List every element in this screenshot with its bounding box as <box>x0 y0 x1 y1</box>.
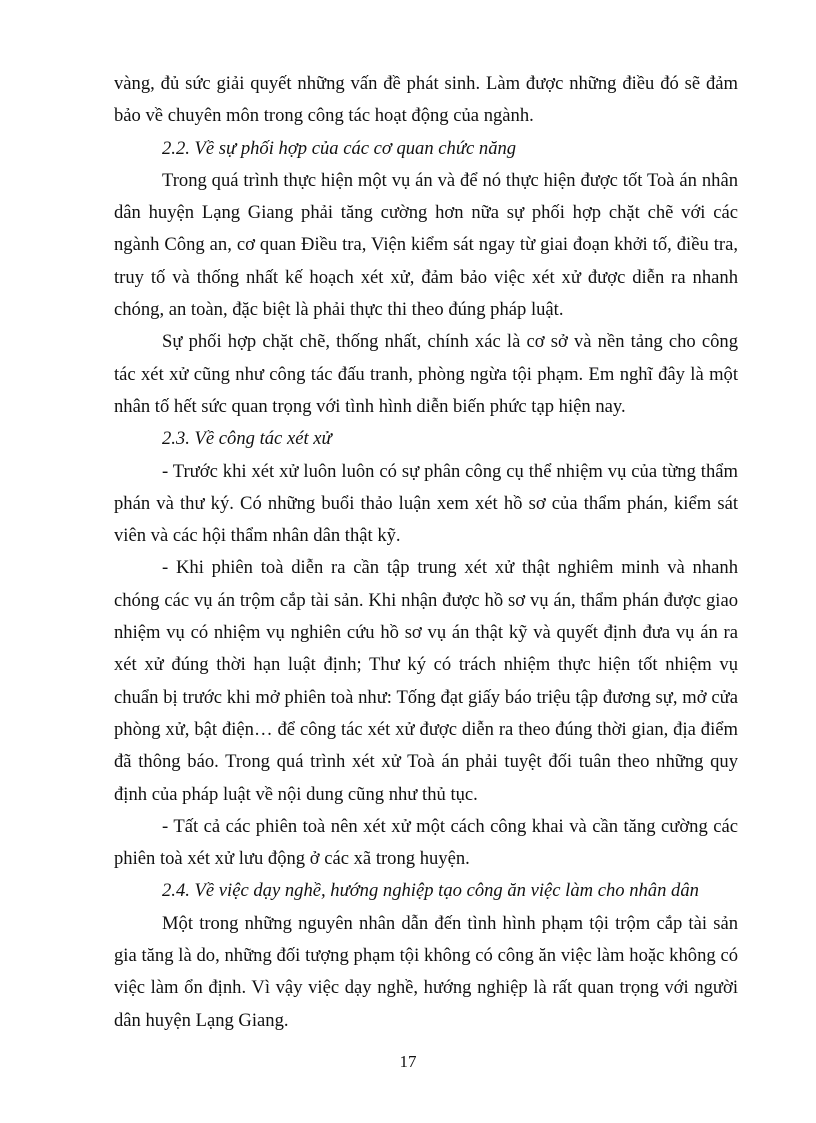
paragraph-vocational-training: Một trong những nguyên nhân dẫn đến tình hình phạm tội trộm cắp tài sản gia tăng là do, những đối tượng phạm tội không có công ăn việc làm hoặc không có việc làm ổn định. Vì vậy việc dạy nghề, hướng nghiệp là rất quan trọng với người dân huyện Lạng Giang. <box>114 912 738 1031</box>
bullet-trial-conduct: - Khi phiên toà diễn ra cần tập trung xét xử thật nghiêm minh và nhanh chóng các vụ án trộm cắp tài sản. Khi nhận được hồ sơ vụ án, thẩm phán được giao nhiệm vụ có nhiệm vụ nghiên cứu hồ sơ vụ án thật kỹ và quyết định đưa vụ án ra xét xử đúng thời hạn luật định; Thư ký có trách nhiệm thực hiện tốt nhiệm vụ chuẩn bị trước khi mở phiên toà như: Tống đạt giấy báo triệu tập đương sự, mở cửa phòng xử, bật điện… để công tác xét xử được diễn ra theo đúng thời gian, địa điểm đã thông báo. Trong quá trình xét xử Toà án phải tuyệt đối tuân theo những quy định của pháp luật về nội dung cũng như thủ tục. <box>114 557 738 805</box>
paragraph-coordination-importance: Sự phối hợp chặt chẽ, thống nhất, chính xác là cơ sở và nền tảng cho công tác xét xử cũng như công tác đấu tranh, phòng ngừa tội phạm. Em nghĩ đây là một nhân tố hết sức quan trọng với tình hình diễn biến phức tạp hiện nay. <box>114 331 738 417</box>
bullet-public-trials: - Tất cả các phiên toà nên xét xử một cách công khai và cần tăng cường các phiên toà xét xử lưu động ở các xã trong huyện. <box>114 815 738 870</box>
section-heading-2-2: 2.2. Về sự phối hợp của các cơ quan chức năng <box>162 137 517 159</box>
page-body <box>114 68 738 1037</box>
paragraph-continuation: vàng, đủ sức giải quyết những vấn đề phát sinh. Làm được những điều đó sẽ đảm bảo về chuyên môn trong công tác hoạt động của ngành. <box>114 73 738 127</box>
bullet-assignment: - Trước khi xét xử luôn luôn có sự phân công cụ thể nhiệm vụ của từng thẩm phán và thư ký. Có những buổi thảo luận xem xét hồ sơ của thẩm phán, kiểm sát viên và các hội thẩm nhân dân thật kỹ. <box>114 460 738 547</box>
paragraph-coordination: Trong quá trình thực hiện một vụ án và để nó thực hiện được tốt Toà án nhân dân huyện Lạng Giang phải tăng cường hơn nữa sự phối hợp chặt chẽ với các ngành Công an, cơ quan Điều tra, Viện kiểm sát ngay từ giai đoạn khởi tố, điều tra, truy tố và thống nhất kế hoạch xét xử, đảm bảo việc xét xử được diễn ra nhanh chóng, an toàn, đặc biệt là phải thực thi theo đúng pháp luật. <box>114 169 738 321</box>
section-heading-2-3: 2.3. Về công tác xét xử <box>162 428 332 450</box>
section-heading-2-4: 2.4. Về việc dạy nghề, hướng nghiệp tạo công ăn việc làm cho nhân dân <box>162 880 699 902</box>
page-number: 17 <box>399 1052 417 1071</box>
